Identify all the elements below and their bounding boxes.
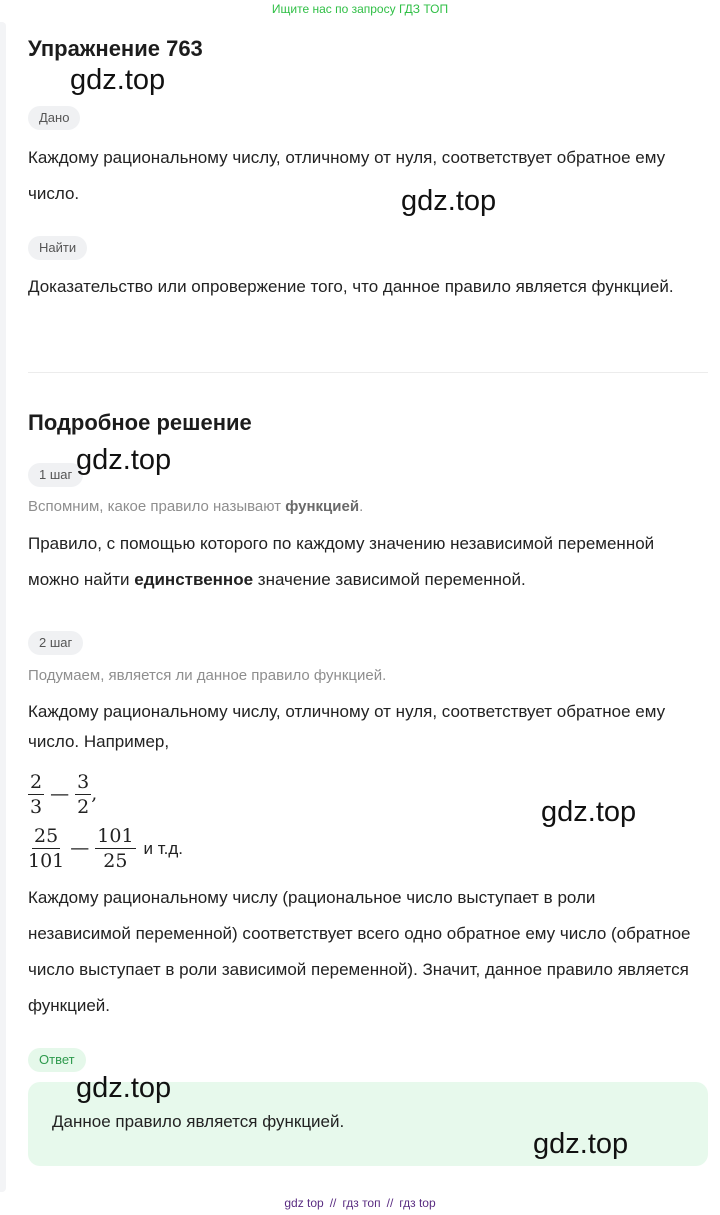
step2-text: Каждому рациональному числу, отличному от нуля, соответствует обратное ему число. Например, xyxy=(28,702,666,751)
footer-link-3[interactable]: гдз top xyxy=(399,1196,436,1210)
footer-link-1[interactable]: gdz top xyxy=(284,1196,324,1210)
find-text: Доказательство или опровержение того, что данное правило является функцией. xyxy=(28,277,674,296)
given-badge: Дано xyxy=(28,106,80,130)
example-2: $\frac{25}{101}$ — $\frac{101}{25}$ и т.д. xyxy=(28,825,184,872)
watermark: gdz.top xyxy=(70,64,166,96)
example-1: $\frac{2}{3}$ — $\frac{3}{2}$ , xyxy=(30,771,98,818)
fraction: $\frac{25}{101}$ xyxy=(28,825,65,872)
step2-badge: 2 шаг xyxy=(28,631,83,655)
left-rail xyxy=(0,22,6,1192)
answer-badge: Ответ xyxy=(28,1048,86,1072)
answer-text: Данное правило является функцией. xyxy=(52,1112,345,1131)
step1-hint: Вспомним, какое правило называют функцией. xyxy=(28,498,364,515)
given-text: Каждому рациональному числу, отличному от нуля, соответствует обратное ему число. xyxy=(28,148,666,203)
watermark: gdz.top xyxy=(401,185,497,217)
divider xyxy=(28,372,708,373)
fraction: $\frac{3}{2}$ xyxy=(77,771,90,818)
footer-links xyxy=(0,1196,720,1210)
watermark: gdz.top xyxy=(541,796,637,828)
watermark: gdz.top xyxy=(76,1072,172,1104)
step1-badge: 1 шаг xyxy=(28,463,83,487)
find-badge: Найти xyxy=(28,236,87,260)
top-banner[interactable]: Ищите нас по запросу ГДЗ ТОП xyxy=(271,2,449,16)
fraction: $\frac{2}{3}$ xyxy=(30,771,43,818)
step2-hint: Подумаем, является ли данное правило функцией. xyxy=(28,667,387,684)
footer-separator: // xyxy=(386,1196,394,1210)
footer-separator: // xyxy=(329,1196,337,1210)
step2-conclusion: Каждому рациональному числу (рациональное число выступает в роли независимой переменной) соответствует всего одно обратное ему число (обратное число выступает в роли зависимой переменной). Значит, данное правило является функцией. xyxy=(28,888,691,1015)
watermark: gdz.top xyxy=(533,1128,629,1160)
footer-link-2[interactable]: гдз топ xyxy=(342,1196,381,1210)
step1-text: Правило, с помощью которого по каждому значению независимой переменной можно найти единственное значение зависимой переменной. xyxy=(28,534,655,589)
solution-title: Подробное решение xyxy=(28,410,252,435)
fraction: $\frac{101}{25}$ xyxy=(97,825,134,872)
watermark: gdz.top xyxy=(76,444,172,476)
page-title: Упражнение 763 xyxy=(28,36,203,61)
